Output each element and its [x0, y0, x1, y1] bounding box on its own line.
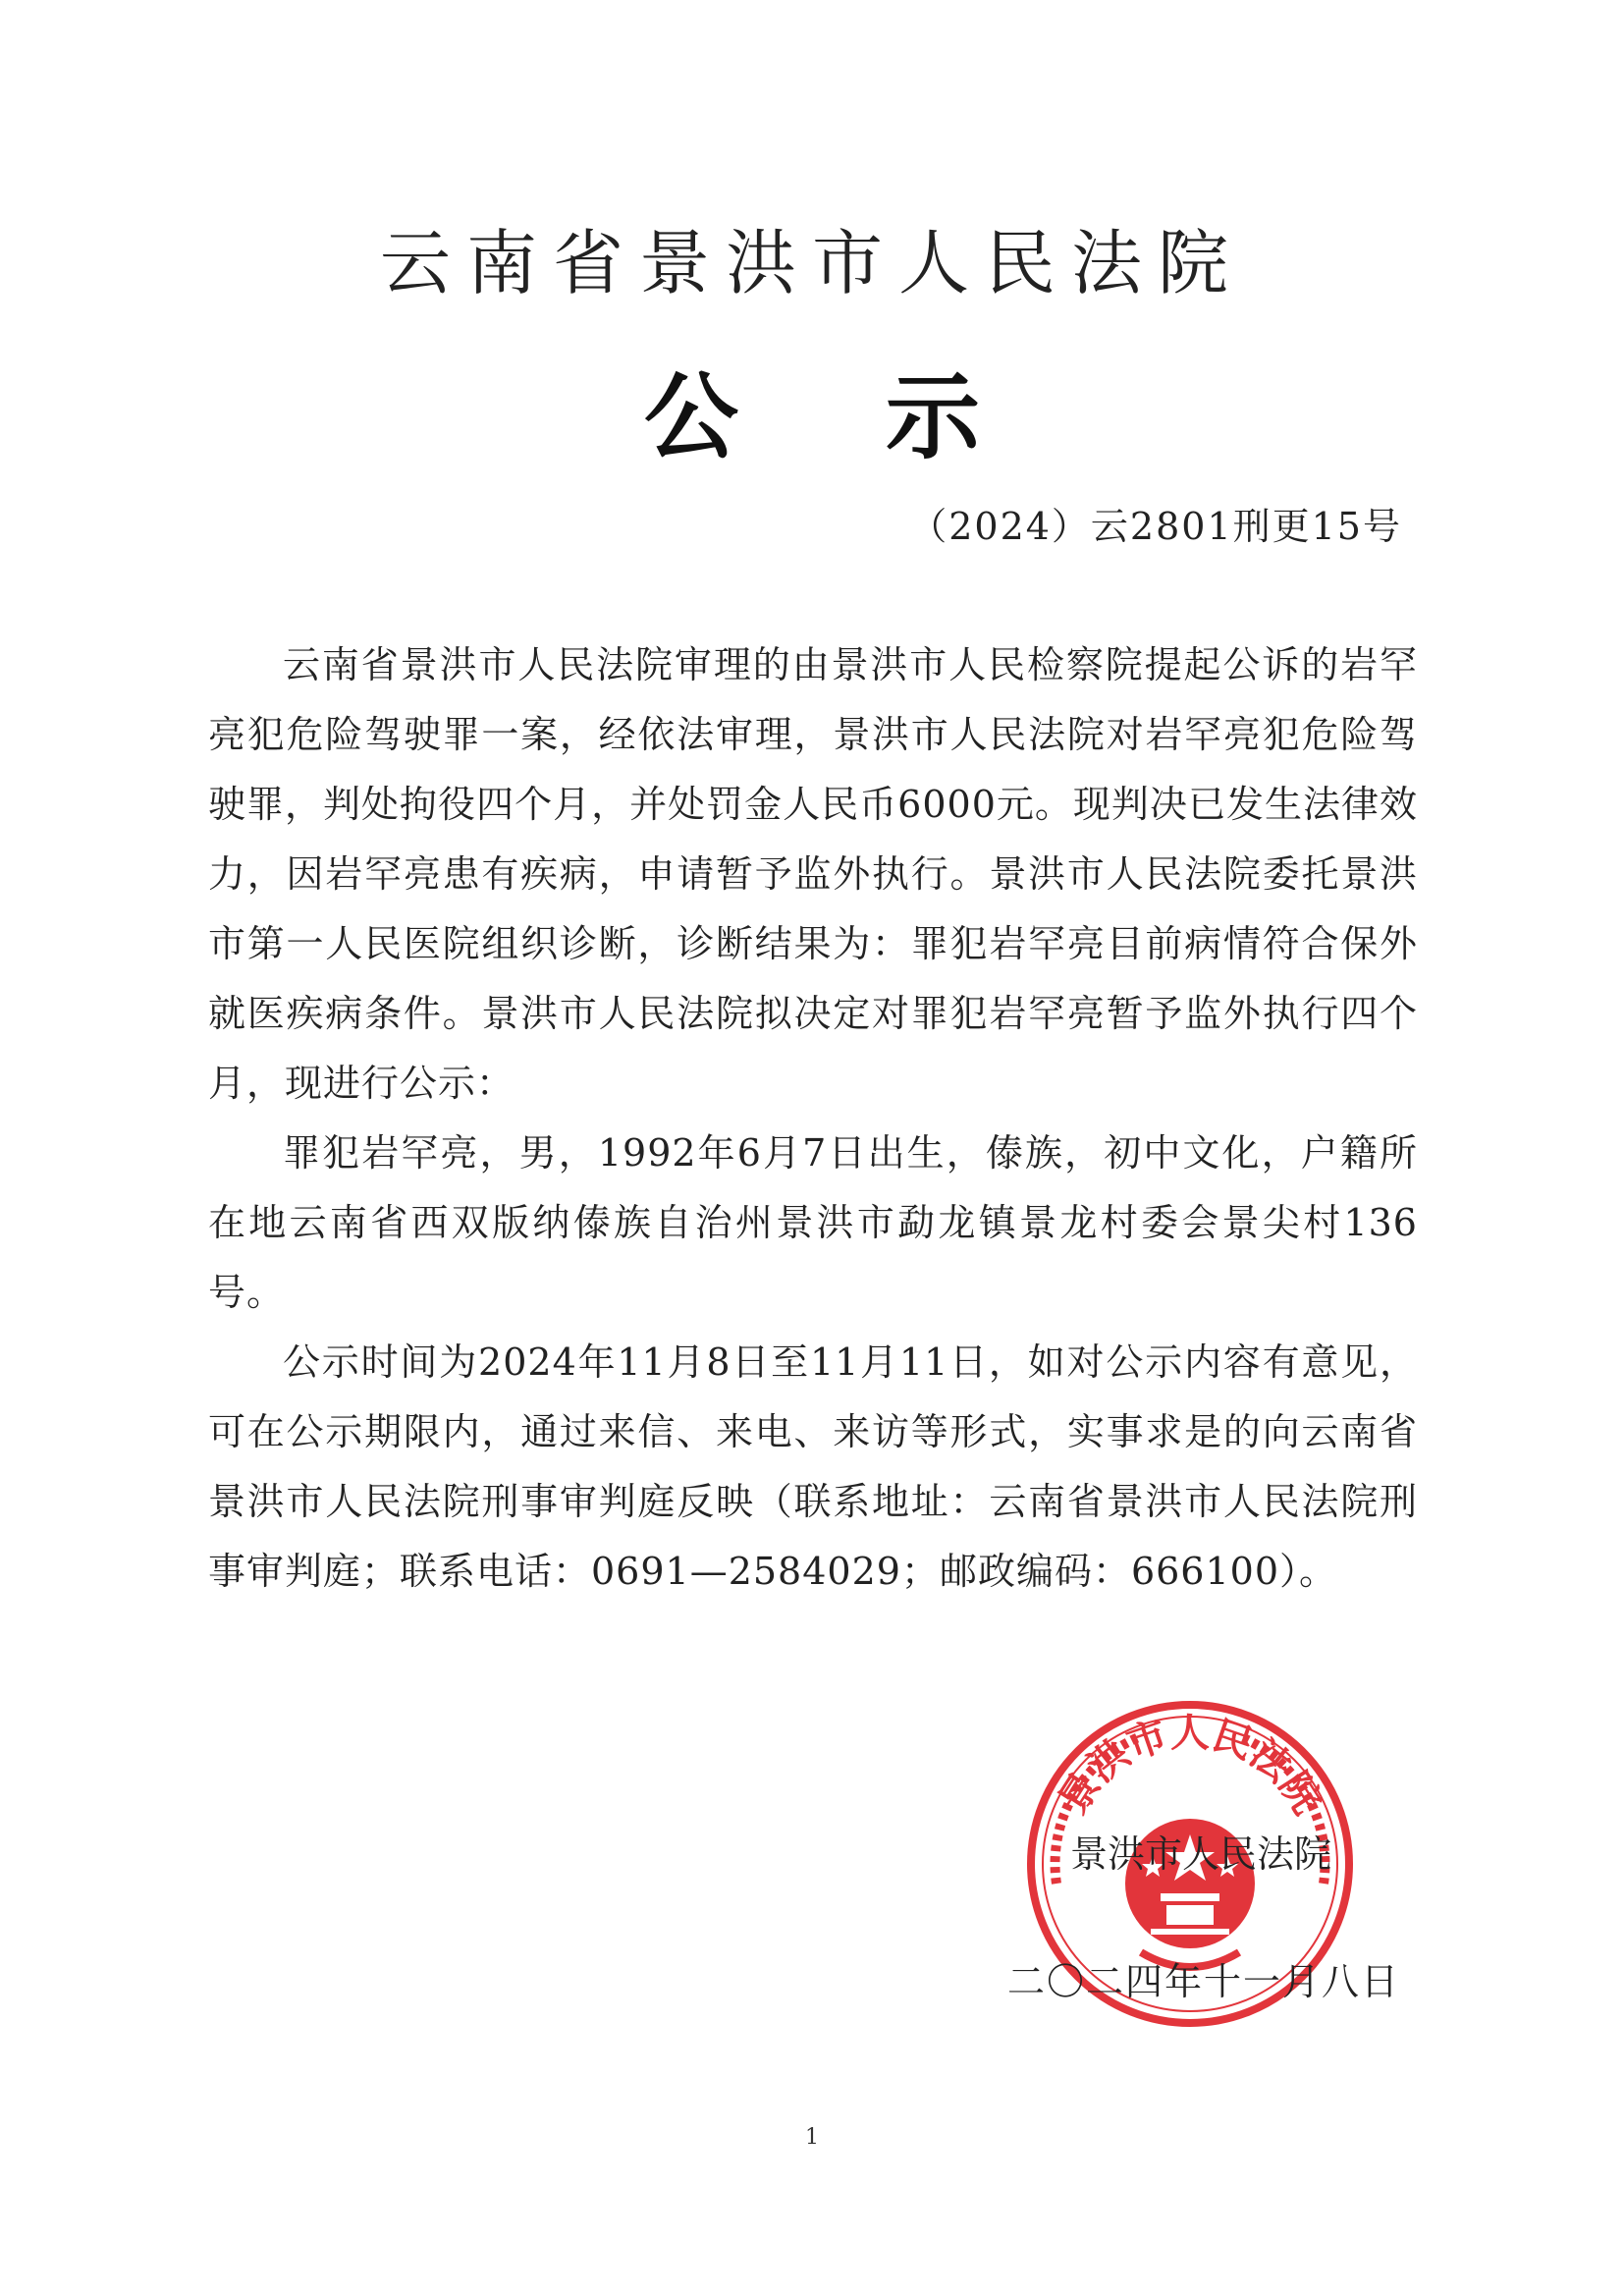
- body-paragraph-offender: 罪犯岩罕亮，男，1992年6月7日出生，傣族，初中文化，户籍所在地云南省西双版纳傣族自治州景洪市勐龙镇景龙村委会景尖村136号。: [208, 1131, 1418, 1314]
- court-name-heading: 云南省景洪市人民法院: [379, 222, 1244, 304]
- body-paragraph-case: 云南省景洪市人民法院审理的由景洪市人民检察院提起公诉的岩罕亮犯危险驾驶罪一案，经依法审理，景洪市人民法院对岩罕亮犯危险驾驶罪，判处拘役四个月，并处罚金人民币6000元。现判决已发生法律效力，因岩罕亮患有疾病，申请暂予监外执行。景洪市人民法院委托景洪市第一人民医院组织诊断，诊断结果为：罪犯岩罕亮目前病情符合保外就医疾病条件。景洪市人民法院拟决定对罪犯岩罕亮暂予监外执行四个月，现进行公示：: [208, 643, 1418, 1105]
- svg-text:景洪市人民法院: 景洪市人民法院: [1050, 1711, 1330, 1823]
- notice-body: [208, 630, 1418, 1607]
- document-number: （2024）云2801刑更15号: [909, 505, 1402, 548]
- notice-title: 公示: [644, 362, 1127, 472]
- page-number: 1: [805, 2125, 819, 2150]
- court-signature: 景洪市人民法院: [1069, 1832, 1331, 1876]
- body-paragraph-publicity: 公示时间为2024年11月8日至11月11日，如对公示内容有意见，可在公示期限内，通过来信、来电、来访等形式，实事求是的向云南省景洪市人民法院刑事审判庭反映（联系地址：云南省景洪市人民法院刑事审判庭；联系电话：0691—2584029；邮政编码：666100）。: [208, 1340, 1418, 1593]
- issue-date: 二〇二四年十一月八日: [1006, 1960, 1400, 2003]
